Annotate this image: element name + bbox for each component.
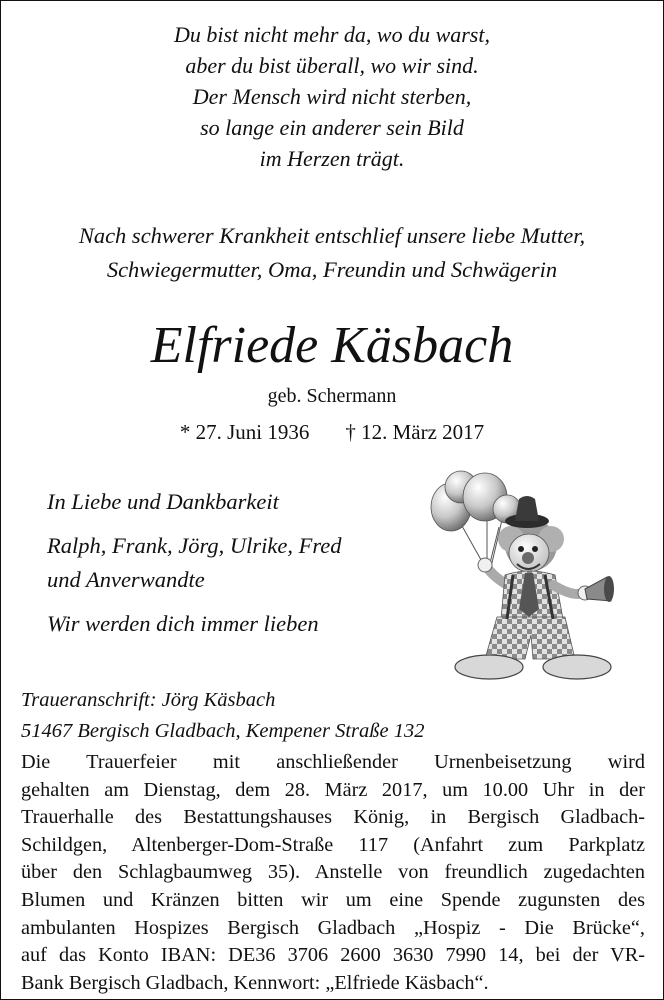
life-dates (1, 417, 663, 447)
funeral-announcement (21, 749, 645, 997)
intro-line: Schwiegermutter, Oma, Freundin und Schwägerin (106, 257, 558, 282)
poem-line: so lange ein anderer sein Bild (200, 115, 464, 140)
poem-line: Der Mensch wird nicht sterben, (192, 84, 472, 109)
mourning-address (21, 685, 645, 747)
mourners-line: In Liebe und Dankbarkeit (47, 489, 279, 514)
announcement-line: Trauerhalle des Bestattungshauses König, in Bergisch Gladbach- (21, 806, 645, 829)
announcement-line: über den Schlagbaumweg 35). Anstelle von freundlich zugedachten (21, 861, 645, 884)
address-line: Traueranschrift: Jörg Käsbach (21, 689, 276, 711)
address-line: 51467 Bergisch Gladbach, Kempener Straße 132 (21, 720, 425, 742)
announcement-line: Schildgen, Altenberger-Dom-Straße 117 (Anfahrt zum Parkplatz (21, 833, 645, 856)
mourners-block (47, 485, 407, 641)
intro-line: Nach schwerer Krankheit entschlief unsere liebe Mutter, (78, 223, 586, 248)
announcement-line: Die Trauerfeier mit anschließender Urnenbeisetzung wird (21, 751, 645, 773)
mourners-names: Ralph, Frank, Jörg, Ulrike, Fred (47, 533, 342, 558)
mourners-line: Wir werden dich immer lieben (47, 611, 319, 636)
poem-line: aber du bist überall, wo wir sind. (185, 53, 479, 78)
announcement-line: Bank Bergisch Gladbach, Kennwort: „Elfriede Käsbach“. (21, 971, 489, 994)
death-date: † 12. März 2017 (345, 420, 485, 444)
deceased-name: Elfriede Käsbach (150, 317, 514, 374)
announcement-line: gehalten am Dienstag, dem 28. März 2017, um 10.00 Uhr in der (21, 778, 645, 801)
poem (1, 19, 663, 174)
announcement-line: ambulanten Hospizes Bergisch Gladbach „Hospiz - Die Brücke“, (21, 916, 645, 939)
announcement-line: Blumen und Kränzen bitten wir um eine Spende zugunsten des (21, 888, 645, 911)
poem-line: Du bist nicht mehr da, wo du warst, (174, 22, 490, 47)
clown-with-balloons-icon (427, 469, 617, 684)
mourners-line: und Anverwandte (47, 567, 205, 592)
intro-text (1, 219, 663, 287)
poem-line: im Herzen trägt. (259, 146, 405, 171)
birth-date: * 27. Juni 1936 (179, 420, 310, 444)
announcement-line: auf das Konto IBAN: DE36 3706 2600 3630 7990 14, bei der VR- (21, 944, 645, 967)
maiden-name: geb. Schermann (267, 385, 397, 407)
